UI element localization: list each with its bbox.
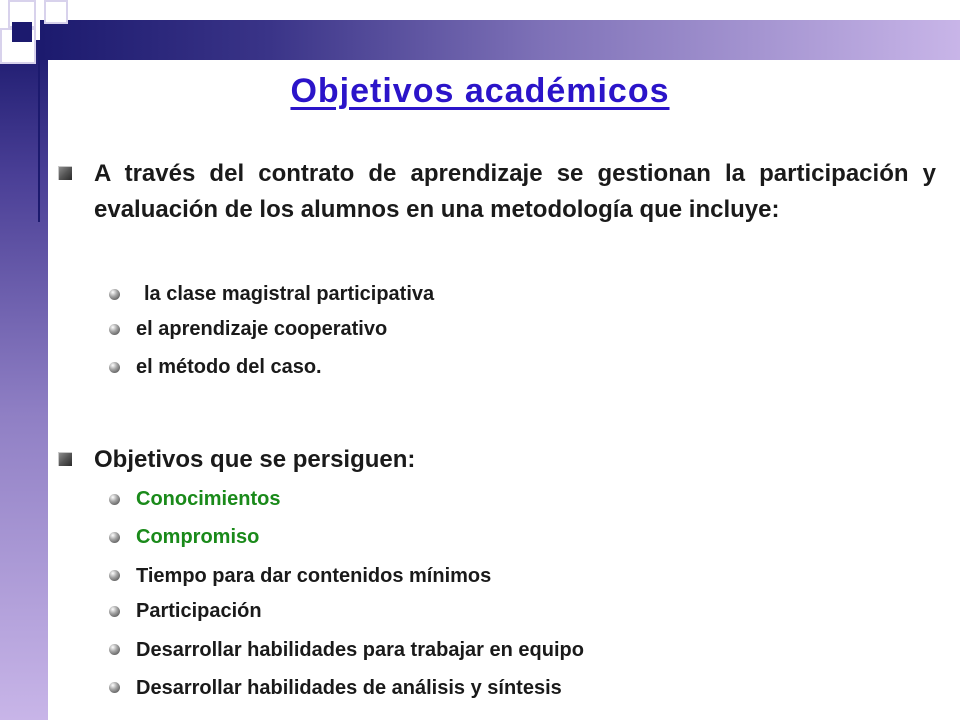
round-bullet-icon xyxy=(109,494,120,505)
list-item: el aprendizaje cooperativo xyxy=(136,318,388,340)
square-bullet-icon xyxy=(58,452,72,466)
list-item: Participación xyxy=(136,600,262,622)
decorative-vertical-line xyxy=(38,44,40,222)
round-bullet-icon xyxy=(109,644,120,655)
round-bullet-icon xyxy=(109,682,120,693)
round-bullet-icon xyxy=(109,289,120,300)
list-item: Tiempo para dar contenidos mínimos xyxy=(136,565,492,587)
left-gradient-bar xyxy=(0,40,48,720)
list-item: Desarrollar habilidades de análisis y síntesis xyxy=(136,677,562,699)
top-gradient-bar xyxy=(40,20,960,60)
square-bullet-icon xyxy=(58,166,72,180)
decorative-square xyxy=(44,0,68,24)
list-item: Desarrollar habilidades para trabajar en equipo xyxy=(136,639,584,661)
list-item: Compromiso xyxy=(136,526,260,548)
round-bullet-icon xyxy=(109,532,120,543)
slide-title: Objetivos académicos xyxy=(290,72,670,110)
list-item: Conocimientos xyxy=(136,488,281,510)
round-bullet-icon xyxy=(109,570,120,581)
list-item: el método del caso. xyxy=(136,356,322,378)
section1-paragraph: A través del contrato de aprendizaje se gestionan la participación y evaluación de los alumnos en una metodología que incluye: xyxy=(94,160,936,223)
round-bullet-icon xyxy=(109,324,120,335)
section2-heading: Objetivos que se persiguen: xyxy=(94,446,416,473)
list-item: la clase magistral participativa xyxy=(144,283,435,305)
round-bullet-icon xyxy=(109,606,120,617)
round-bullet-icon xyxy=(109,362,120,373)
decorative-square-dark xyxy=(12,22,32,42)
